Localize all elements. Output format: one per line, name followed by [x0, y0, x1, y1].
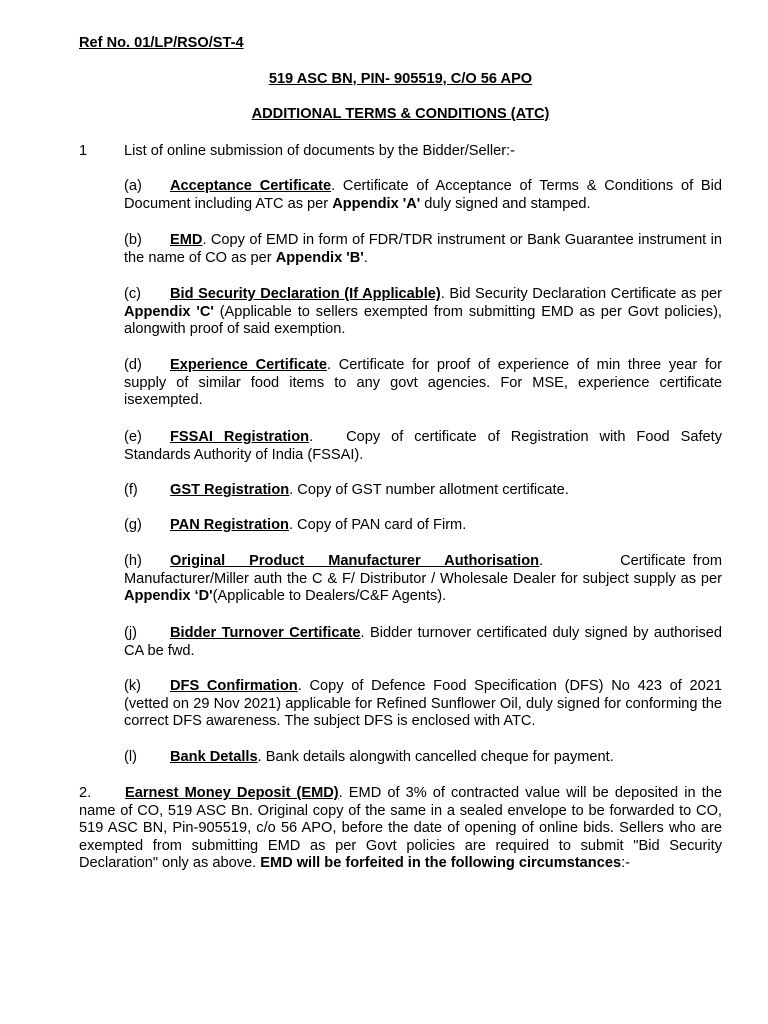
list-item-g [124, 517, 722, 535]
item-text-tail: . [363, 249, 368, 266]
item-label: (f) [124, 482, 138, 498]
item-text: . [309, 429, 314, 445]
item-text: . Bid Security Declaration Certificate as per [440, 286, 722, 302]
list-item-c [124, 286, 722, 339]
section-2-title: Earnest Money Deposit (EMD) [125, 785, 339, 801]
item-text: . [539, 553, 544, 569]
item-label: (e) [124, 429, 142, 445]
unit-address: 519 ASC BN, PIN- 905519, C/O 56 APO [268, 71, 533, 87]
item-title: GST Registration [170, 482, 290, 498]
item-title: Experience Certificate [170, 357, 327, 373]
item-text: . Bidder turnover certificated duly signed by authorised CA be fwd. [124, 625, 722, 659]
list-item-j [124, 625, 722, 660]
list-item-l [124, 749, 722, 767]
item-appendix: Appendix ‘D' [124, 588, 213, 604]
item-text: . Copy of GST number allotment certificate. [289, 482, 569, 498]
section-2-tail: :- [621, 855, 630, 871]
item-text: . Certificate of Acceptance of Terms & Conditions of Bid Document including ATC as per [124, 178, 722, 212]
item-label: (c) [124, 286, 142, 302]
section-1-intro: List of online submission of documents by the Bidder/Seller:- [124, 143, 515, 159]
document-title: ADDITIONAL TERMS & CONDITIONS (ATC) [251, 106, 550, 122]
item-title: DFS Confirmation [170, 678, 298, 694]
list-item-e [124, 429, 722, 464]
item-title: Acceptance Certificate [170, 178, 332, 194]
item-title: PAN Registration [170, 517, 289, 533]
list-item-a [124, 178, 722, 213]
list-item-f [124, 482, 722, 500]
item-text-mid: Certificate from Manufacturer/Miller auth the C & F/ Distributor / Wholesale Dealer for subject supply as per [124, 553, 722, 587]
item-text: . Certificate for proof of experience of min three year for supply of similar food items to any govt agencies. For MSE, experience certificate isexempted. [124, 357, 722, 408]
item-appendix: Appendix 'A' [332, 195, 421, 212]
list-item-b [124, 232, 722, 267]
item-title: Bid Security Declaration (If Applicable) [170, 286, 441, 302]
item-text: . Bank details alongwith cancelled cheque for payment. [257, 749, 614, 765]
item-text: . Copy of Defence Food Specification (DFS) No 423 of 2021 (vetted on 29 Nov 2021) applicable for Refined Sunflower Oil, duly signed for conforming the correct DFS awareness. The subject DFS is enclosed with ATC. [124, 678, 722, 729]
item-label: (a) [124, 178, 142, 194]
item-label: (g) [124, 517, 142, 533]
item-label: (k) [124, 678, 142, 694]
list-item-d [124, 357, 722, 410]
item-label: (b) [124, 232, 142, 248]
section-2-paragraph [79, 785, 722, 873]
item-text: . Copy of PAN card of Firm. [288, 517, 467, 533]
item-label: (l) [124, 749, 137, 765]
item-label: (h) [124, 553, 142, 569]
item-text-tail: (Applicable to Dealers/C&F Agents). [212, 588, 447, 604]
item-title: EMD [170, 232, 203, 248]
item-appendix: Appendix 'C' [124, 303, 214, 320]
item-title: FSSAI Registration [170, 429, 310, 445]
section-1-number: 1 [79, 143, 88, 159]
item-label: (d) [124, 357, 142, 373]
section-2-bold-text: EMD will be forfeited in the following circumstances [260, 855, 622, 871]
section-2-number: 2. [79, 785, 92, 801]
item-title: Bidder Turnover Certificate [170, 625, 361, 641]
list-item-h [124, 553, 722, 606]
item-text-tail: duly signed and stamped. [420, 195, 591, 212]
item-title: Bank Detalls [170, 749, 258, 765]
item-title: Original Product Manufacturer Authorisation [170, 553, 540, 569]
list-item-k [124, 678, 722, 731]
item-appendix: Appendix 'B' [275, 249, 364, 266]
item-text: . Copy of EMD in form of FDR/TDR instrument or Bank Guarantee instrument in the name of CO as per [124, 232, 722, 266]
item-label: (j) [124, 625, 137, 641]
section-2-text: . EMD of 3% of contracted value will be deposited in the name of CO, 519 ASC Bn. Original copy of the same in a sealed envelope to be forwarded to CO, 519 ASC BN, Pin-905519, c/o 56 APO, before the date of opening of online bids. Sellers who are exempted from submitting EMD as per Govt policies are required to submit "Bid Security Declaration" only as above. [79, 785, 722, 871]
item-text-tail: (Applicable to sellers exempted from submitting EMD as per Govt policies), alongwith proof of said exemption. [124, 303, 722, 337]
item-text-tail: Copy of certificate of Registration with Food Safety Standards Authority of India (FSSAI). [124, 429, 722, 463]
reference-number: Ref No. 01/LP/RSO/ST-4 [79, 35, 244, 51]
